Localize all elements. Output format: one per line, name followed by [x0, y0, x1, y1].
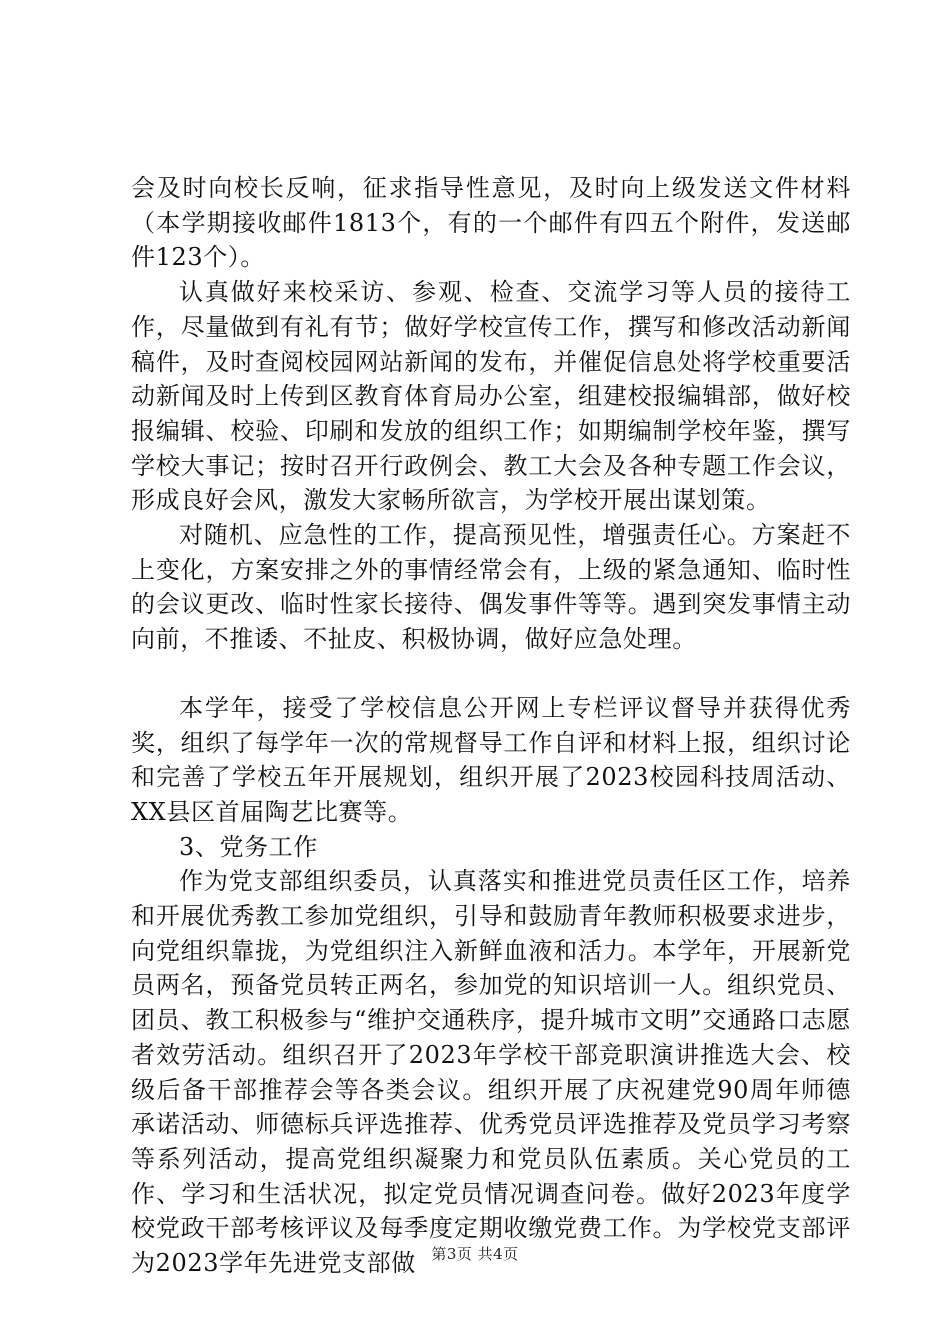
paragraph-reception-work: 认真做好来校采访、参观、检查、交流学习等人员的接待工作，尽量做到有礼有节；做好学校宣传工作，撰写和修改活动新闻稿件，及时查阅校园网站新闻的发布，并催促信息处将学校重要活动新闻及时上传到区教育体育局办公室，组建校报编辑部，做好校报编辑、校验、印刷和发放的组织工作；如期编制学校年鉴，撰写学校大事记；按时召开行政例会、教工大会及各种专题工作会议，形成良好会风，激发大家畅所欲言，为学校开展出谋划策。	[131, 278, 851, 515]
document-body	[131, 171, 851, 1281]
paragraph-emergency-work: 对随机、应急性的工作，提高预见性，增强责任心。方案赶不上变化，方案安排之外的事情经常会有，上级的紧急通知、临时性的会议更改、临时性家长接待、偶发事件等等。遇到突发事情主动向前，不推诿、不扯皮、积极协调，做好应急处理。	[131, 521, 851, 654]
paragraph-email-report: 会及时向校长反响，征求指导性意见，及时向上级发送文件材料（本学期接收邮件1813个，有的一个邮件有四五个附件，发送邮件123个）。	[131, 174, 851, 272]
paragraph-spacer	[131, 657, 851, 691]
page-footer: 第3页 共4页	[431, 1245, 519, 1263]
section-heading-party-work: 3、党务工作	[179, 832, 318, 861]
paragraph-party-work: 作为党支部组织委员，认真落实和推进党员责任区工作，培养和开展优秀教工参加党组织，引导和鼓励青年教师积极要求进步，向党组织靠拢，为党组织注入新鲜血液和活力。本学年，开展新党员两名，预备党员转正两名，参加党的知识培训一人。组织党员、团员、教工积极参与“维护交通秩序，提升城市文明”交通路口志愿者效劳活动。组织召开了2023年学校干部竞职演讲推选大会、校级后备干部推荐会等各类会议。组织开展了庆祝建党90周年师德承诺活动、师德标兵评选推荐、优秀党员评选推荐及党员学习考察等系列活动，提高党组织凝聚力和党员队伍素质。关心党员的工作、学习和生活状况，拟定党员情况调查问卷。做好2023年度学校党政干部考核评议及每季度定期收缴党费工作。为学校党支部评为2023学年先进党支部做	[131, 867, 851, 1278]
paragraph-annual-summary: 本学年，接受了学校信息公开网上专栏评议督导并获得优秀奖，组织了每学年一次的常规督导工作自评和材料上报，组织讨论和完善了学校五年开展规划，组织开展了2023校园科技周活动、XX县区首届陶艺比赛等。	[131, 693, 851, 826]
